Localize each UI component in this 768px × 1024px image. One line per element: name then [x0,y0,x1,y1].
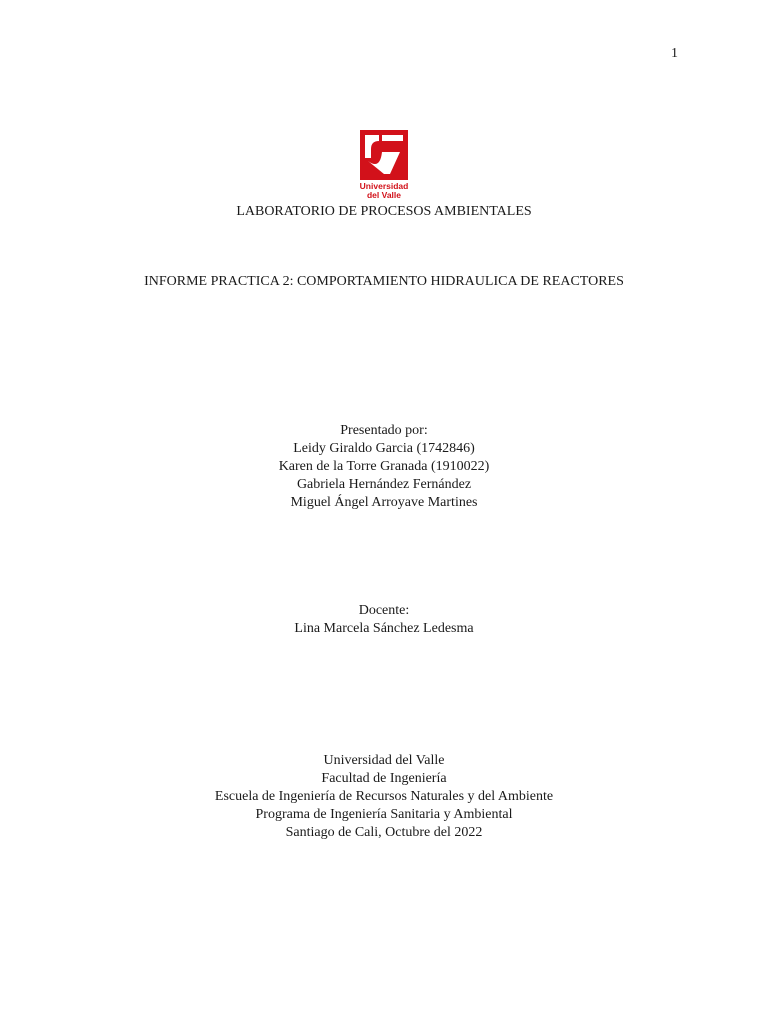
teacher-heading: Docente: [358,603,410,618]
logo-text-line2: del Valle [366,190,402,200]
logo-text-line1: Universidad [360,181,408,191]
institution-section [0,752,768,842]
program-name: Programa de Ingeniería Sanitaria y Ambiental [255,807,513,822]
author-name: Miguel Ángel Arroyave Martines [290,495,478,510]
report-title: INFORME PRACTICA 2: COMPORTAMIENTO HIDRAULICA DE REACTORES [144,274,624,289]
page-number: 1 [671,46,678,61]
place-date: Santiago de Cali, Octubre del 2022 [285,825,483,840]
lab-title: LABORATORIO DE PROCESOS AMBIENTALES [236,204,532,219]
author-name: Gabriela Hernández Fernández [296,477,472,492]
faculty-name: Facultad de Ingeniería [321,771,447,786]
university-logo [360,130,408,202]
teacher-name: Lina Marcela Sánchez Ledesma [294,621,474,636]
university-name: Universidad del Valle [323,753,445,768]
presented-section [0,422,768,512]
school-name: Escuela de Ingeniería de Recursos Naturales y del Ambiente [214,789,554,804]
teacher-section [0,602,768,638]
author-name: Leidy Giraldo Garcia (1742846) [293,441,475,456]
author-name: Karen de la Torre Granada (1910022) [278,459,490,474]
presented-heading: Presentado por: [340,423,428,438]
